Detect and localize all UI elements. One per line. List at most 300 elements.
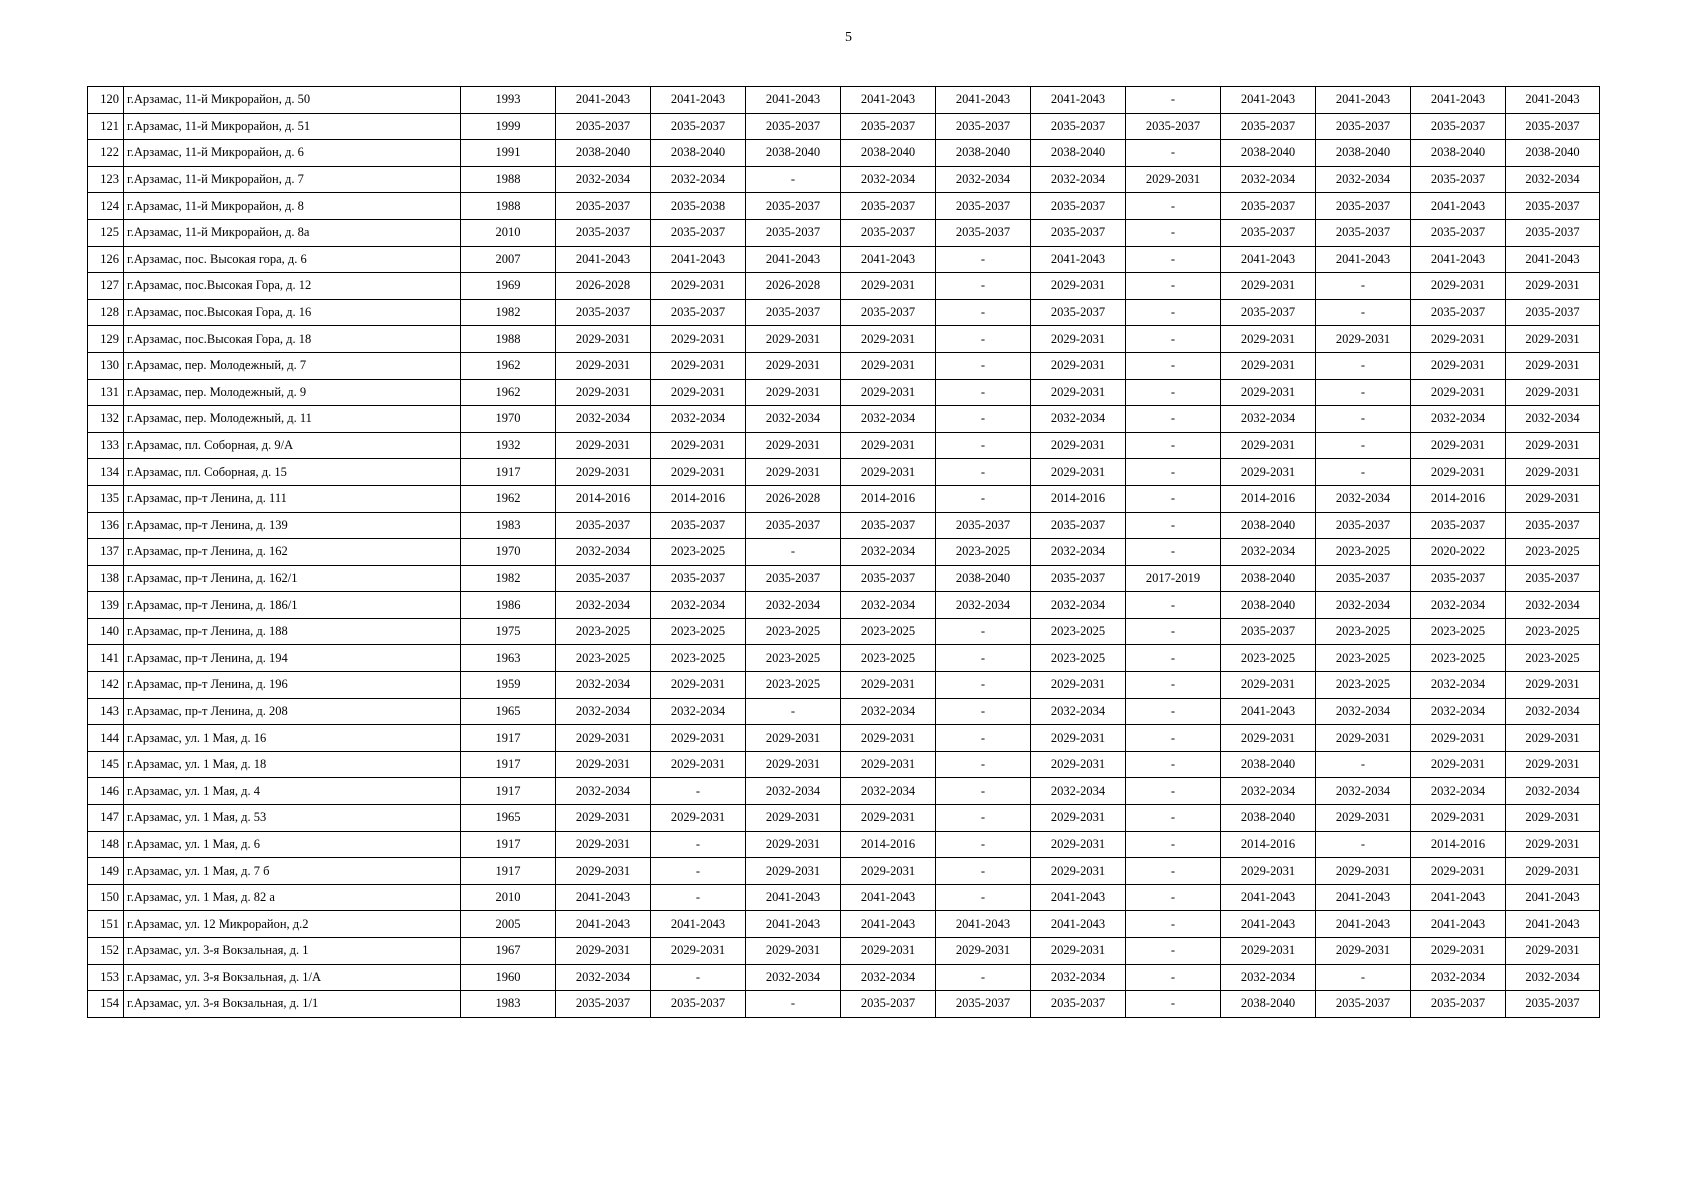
row-number-cell: 145 bbox=[88, 751, 124, 778]
period-cell: 2041-2043 bbox=[556, 87, 651, 114]
period-cell: - bbox=[651, 884, 746, 911]
period-cell: 2029-2031 bbox=[1221, 432, 1316, 459]
period-cell: 2029-2031 bbox=[841, 858, 936, 885]
period-cell: 2029-2031 bbox=[746, 725, 841, 752]
period-cell: 2029-2031 bbox=[841, 672, 936, 699]
page-number: 5 bbox=[845, 30, 852, 45]
year-cell: 1970 bbox=[461, 406, 556, 433]
period-cell: 2029-2031 bbox=[746, 805, 841, 832]
period-cell: 2041-2043 bbox=[1316, 87, 1411, 114]
table-row bbox=[88, 592, 1600, 619]
period-cell: 2029-2031 bbox=[556, 725, 651, 752]
address-cell: г.Арзамас, пр-т Ленина, д. 188 bbox=[124, 618, 461, 645]
period-cell: 2032-2034 bbox=[1031, 406, 1126, 433]
period-cell: 2029-2031 bbox=[1031, 459, 1126, 486]
period-cell: - bbox=[746, 991, 841, 1018]
table-row bbox=[88, 831, 1600, 858]
period-cell: 2035-2037 bbox=[1411, 166, 1506, 193]
row-number-cell: 137 bbox=[88, 539, 124, 566]
period-cell: - bbox=[936, 406, 1031, 433]
row-number-cell: 126 bbox=[88, 246, 124, 273]
period-cell: 2029-2031 bbox=[651, 459, 746, 486]
period-cell: 2029-2031 bbox=[1411, 459, 1506, 486]
row-number-cell: 128 bbox=[88, 299, 124, 326]
period-cell: 2029-2031 bbox=[1506, 432, 1600, 459]
period-cell: 2041-2043 bbox=[1031, 911, 1126, 938]
period-cell: 2029-2031 bbox=[841, 432, 936, 459]
period-cell: - bbox=[1316, 299, 1411, 326]
row-number-cell: 129 bbox=[88, 326, 124, 353]
period-cell: 2041-2043 bbox=[746, 911, 841, 938]
table-row bbox=[88, 166, 1600, 193]
period-cell: 2029-2031 bbox=[1031, 273, 1126, 300]
period-cell: 2035-2037 bbox=[841, 219, 936, 246]
row-number-cell: 153 bbox=[88, 964, 124, 991]
period-cell: 2032-2034 bbox=[1411, 964, 1506, 991]
period-cell: 2035-2037 bbox=[746, 299, 841, 326]
address-cell: г.Арзамас, 11-й Микрорайон, д. 7 bbox=[124, 166, 461, 193]
period-cell: 2041-2043 bbox=[746, 884, 841, 911]
period-cell: 2029-2031 bbox=[1031, 379, 1126, 406]
period-cell: 2029-2031 bbox=[1031, 751, 1126, 778]
period-cell: 2035-2037 bbox=[1316, 565, 1411, 592]
period-cell: 2035-2037 bbox=[651, 991, 746, 1018]
period-cell: - bbox=[1316, 379, 1411, 406]
period-cell: 2029-2031 bbox=[1506, 831, 1600, 858]
period-cell: 2032-2034 bbox=[1411, 592, 1506, 619]
period-cell: 2032-2034 bbox=[1221, 166, 1316, 193]
period-cell: - bbox=[936, 645, 1031, 672]
period-cell: - bbox=[936, 672, 1031, 699]
period-cell: 2041-2043 bbox=[841, 87, 936, 114]
period-cell: 2035-2037 bbox=[746, 565, 841, 592]
period-cell: 2041-2043 bbox=[841, 911, 936, 938]
table-row bbox=[88, 432, 1600, 459]
period-cell: - bbox=[1126, 539, 1221, 566]
period-cell: 2032-2034 bbox=[1506, 698, 1600, 725]
period-cell: 2029-2031 bbox=[651, 805, 746, 832]
row-number-cell: 133 bbox=[88, 432, 124, 459]
period-cell: 2029-2031 bbox=[1506, 672, 1600, 699]
period-cell: 2014-2016 bbox=[1221, 831, 1316, 858]
period-cell: 2038-2040 bbox=[1221, 991, 1316, 1018]
period-cell: 2029-2031 bbox=[1316, 326, 1411, 353]
period-cell: 2029-2031 bbox=[1506, 751, 1600, 778]
period-cell: 2035-2037 bbox=[1411, 512, 1506, 539]
address-cell: г.Арзамас, пр-т Ленина, д. 162 bbox=[124, 539, 461, 566]
row-number-cell: 144 bbox=[88, 725, 124, 752]
period-cell: 2035-2037 bbox=[841, 193, 936, 220]
period-cell: 2038-2040 bbox=[1221, 140, 1316, 167]
period-cell: - bbox=[1316, 459, 1411, 486]
address-cell: г.Арзамас, пос.Высокая Гора, д. 18 bbox=[124, 326, 461, 353]
period-cell: 2029-2031 bbox=[1221, 938, 1316, 965]
period-cell: 2014-2016 bbox=[1411, 831, 1506, 858]
period-cell: - bbox=[1316, 352, 1411, 379]
table-row bbox=[88, 698, 1600, 725]
table-row bbox=[88, 113, 1600, 140]
address-cell: г.Арзамас, ул. 1 Мая, д. 7 б bbox=[124, 858, 461, 885]
address-cell: г.Арзамас, ул. 1 Мая, д. 18 bbox=[124, 751, 461, 778]
period-cell: 2041-2043 bbox=[1316, 884, 1411, 911]
period-cell: 2032-2034 bbox=[841, 166, 936, 193]
period-cell: 2032-2034 bbox=[1031, 778, 1126, 805]
year-cell: 2010 bbox=[461, 219, 556, 246]
period-cell: 2035-2037 bbox=[746, 193, 841, 220]
period-cell: 2038-2040 bbox=[1221, 751, 1316, 778]
address-cell: г.Арзамас, пос.Высокая Гора, д. 16 bbox=[124, 299, 461, 326]
period-cell: 2023-2025 bbox=[1506, 618, 1600, 645]
period-cell: 2032-2034 bbox=[556, 592, 651, 619]
year-cell: 1965 bbox=[461, 805, 556, 832]
year-cell: 1965 bbox=[461, 698, 556, 725]
period-cell: 2032-2034 bbox=[1031, 964, 1126, 991]
period-cell: 2035-2037 bbox=[936, 512, 1031, 539]
period-cell: 2014-2016 bbox=[841, 485, 936, 512]
period-cell: 2029-2031 bbox=[556, 805, 651, 832]
period-cell: 2041-2043 bbox=[1221, 698, 1316, 725]
row-number-cell: 135 bbox=[88, 485, 124, 512]
period-cell: 2041-2043 bbox=[1506, 884, 1600, 911]
address-cell: г.Арзамас, 11-й Микрорайон, д. 51 bbox=[124, 113, 461, 140]
period-cell: 2029-2031 bbox=[1411, 938, 1506, 965]
period-cell: - bbox=[746, 166, 841, 193]
year-cell: 2007 bbox=[461, 246, 556, 273]
period-cell: 2035-2037 bbox=[936, 991, 1031, 1018]
period-cell: 2041-2043 bbox=[651, 87, 746, 114]
period-cell: 2038-2040 bbox=[936, 140, 1031, 167]
period-cell: 2038-2040 bbox=[1506, 140, 1600, 167]
period-cell: 2035-2037 bbox=[1031, 193, 1126, 220]
address-cell: г.Арзамас, 11-й Микрорайон, д. 50 bbox=[124, 87, 461, 114]
period-cell: 2023-2025 bbox=[841, 645, 936, 672]
address-cell: г.Арзамас, ул. 1 Мая, д. 16 bbox=[124, 725, 461, 752]
table-row bbox=[88, 672, 1600, 699]
period-cell: 2032-2034 bbox=[651, 166, 746, 193]
period-cell: 2029-2031 bbox=[841, 379, 936, 406]
period-cell: 2035-2037 bbox=[746, 219, 841, 246]
period-cell: - bbox=[936, 805, 1031, 832]
period-cell: 2029-2031 bbox=[556, 459, 651, 486]
address-cell: г.Арзамас, пер. Молодежный, д. 9 bbox=[124, 379, 461, 406]
period-cell: 2041-2043 bbox=[1316, 911, 1411, 938]
period-cell: 2029-2031 bbox=[556, 352, 651, 379]
address-cell: г.Арзамас, ул. 1 Мая, д. 82 а bbox=[124, 884, 461, 911]
period-cell: 2029-2031 bbox=[1506, 938, 1600, 965]
period-cell: 2029-2031 bbox=[746, 938, 841, 965]
period-cell: 2038-2040 bbox=[1031, 140, 1126, 167]
period-cell: 2032-2034 bbox=[556, 778, 651, 805]
table-row bbox=[88, 805, 1600, 832]
period-cell: 2032-2034 bbox=[651, 592, 746, 619]
table-row bbox=[88, 352, 1600, 379]
period-cell: 2035-2037 bbox=[1031, 565, 1126, 592]
address-cell: г.Арзамас, ул. 1 Мая, д. 4 bbox=[124, 778, 461, 805]
row-number-cell: 124 bbox=[88, 193, 124, 220]
period-cell: - bbox=[1126, 592, 1221, 619]
table-row bbox=[88, 326, 1600, 353]
period-cell: 2029-2031 bbox=[1316, 938, 1411, 965]
row-number-cell: 141 bbox=[88, 645, 124, 672]
period-cell: - bbox=[1126, 884, 1221, 911]
table-row bbox=[88, 911, 1600, 938]
period-cell: 2029-2031 bbox=[651, 352, 746, 379]
period-cell: 2023-2025 bbox=[1411, 645, 1506, 672]
period-cell: 2035-2037 bbox=[1411, 991, 1506, 1018]
period-cell: 2032-2034 bbox=[556, 406, 651, 433]
period-cell: 2041-2043 bbox=[1031, 87, 1126, 114]
period-cell: 2038-2040 bbox=[1221, 805, 1316, 832]
period-cell: 2029-2031 bbox=[1221, 725, 1316, 752]
period-cell: 2038-2040 bbox=[1221, 512, 1316, 539]
period-cell: 2041-2043 bbox=[936, 87, 1031, 114]
period-cell: 2035-2037 bbox=[556, 991, 651, 1018]
period-cell: 2029-2031 bbox=[841, 751, 936, 778]
row-number-cell: 147 bbox=[88, 805, 124, 832]
period-cell: 2035-2037 bbox=[556, 219, 651, 246]
period-cell: 2035-2037 bbox=[1411, 219, 1506, 246]
address-cell: г.Арзамас, пр-т Ленина, д. 139 bbox=[124, 512, 461, 539]
period-cell: 2029-2031 bbox=[746, 751, 841, 778]
period-cell: - bbox=[936, 858, 1031, 885]
period-cell: 2029-2031 bbox=[1411, 725, 1506, 752]
period-cell: 2035-2037 bbox=[556, 193, 651, 220]
year-cell: 1986 bbox=[461, 592, 556, 619]
table-row bbox=[88, 565, 1600, 592]
address-cell: г.Арзамас, ул. 12 Микрорайон, д.2 bbox=[124, 911, 461, 938]
year-cell: 1917 bbox=[461, 831, 556, 858]
period-cell: - bbox=[936, 485, 1031, 512]
period-cell: 2029-2031 bbox=[1411, 273, 1506, 300]
period-cell: 2035-2037 bbox=[936, 219, 1031, 246]
repair-schedule-table bbox=[87, 86, 1600, 1018]
period-cell: 2014-2016 bbox=[841, 831, 936, 858]
period-cell: 2023-2025 bbox=[746, 645, 841, 672]
period-cell: 2032-2034 bbox=[1506, 778, 1600, 805]
period-cell: 2041-2043 bbox=[1031, 884, 1126, 911]
period-cell: 2035-2037 bbox=[1031, 113, 1126, 140]
period-cell: - bbox=[1316, 751, 1411, 778]
period-cell: 2029-2031 bbox=[651, 751, 746, 778]
period-cell: 2029-2031 bbox=[1221, 672, 1316, 699]
period-cell: 2029-2031 bbox=[1221, 459, 1316, 486]
period-cell: 2032-2034 bbox=[1031, 592, 1126, 619]
period-cell: 2032-2034 bbox=[1506, 166, 1600, 193]
period-cell: 2035-2037 bbox=[1126, 113, 1221, 140]
period-cell: 2023-2025 bbox=[651, 645, 746, 672]
period-cell: 2041-2043 bbox=[841, 246, 936, 273]
year-cell: 1962 bbox=[461, 485, 556, 512]
period-cell: 2035-2037 bbox=[556, 565, 651, 592]
period-cell: 2029-2031 bbox=[746, 352, 841, 379]
row-number-cell: 125 bbox=[88, 219, 124, 246]
address-cell: г.Арзамас, пос.Высокая Гора, д. 12 bbox=[124, 273, 461, 300]
period-cell: 2023-2025 bbox=[1031, 618, 1126, 645]
year-cell: 1967 bbox=[461, 938, 556, 965]
row-number-cell: 127 bbox=[88, 273, 124, 300]
table-row bbox=[88, 140, 1600, 167]
year-cell: 1975 bbox=[461, 618, 556, 645]
period-cell: 2035-2037 bbox=[1506, 512, 1600, 539]
period-cell: 2029-2031 bbox=[1411, 352, 1506, 379]
period-cell: 2023-2025 bbox=[936, 539, 1031, 566]
table-row bbox=[88, 778, 1600, 805]
address-cell: г.Арзамас, 11-й Микрорайон, д. 8а bbox=[124, 219, 461, 246]
period-cell: - bbox=[1126, 645, 1221, 672]
period-cell: 2023-2025 bbox=[1506, 645, 1600, 672]
period-cell: 2035-2037 bbox=[1221, 618, 1316, 645]
table-row bbox=[88, 299, 1600, 326]
period-cell: - bbox=[936, 751, 1031, 778]
period-cell: - bbox=[1126, 911, 1221, 938]
address-cell: г.Арзамас, пр-т Ленина, д. 194 bbox=[124, 645, 461, 672]
table-row bbox=[88, 618, 1600, 645]
period-cell: - bbox=[1126, 725, 1221, 752]
table-row bbox=[88, 938, 1600, 965]
period-cell: 2014-2016 bbox=[1221, 485, 1316, 512]
period-cell: 2041-2043 bbox=[746, 246, 841, 273]
period-cell: - bbox=[651, 858, 746, 885]
period-cell: 2041-2043 bbox=[1031, 246, 1126, 273]
period-cell: 2029-2031 bbox=[556, 326, 651, 353]
period-cell: 2029-2031 bbox=[1316, 858, 1411, 885]
period-cell: 2035-2037 bbox=[1316, 193, 1411, 220]
period-cell: 2035-2037 bbox=[556, 113, 651, 140]
year-cell: 1983 bbox=[461, 991, 556, 1018]
period-cell: - bbox=[1126, 831, 1221, 858]
period-cell: 2041-2043 bbox=[556, 884, 651, 911]
period-cell: 2014-2016 bbox=[556, 485, 651, 512]
period-cell: 2035-2037 bbox=[936, 113, 1031, 140]
period-cell: 2035-2037 bbox=[1506, 299, 1600, 326]
period-cell: 2035-2037 bbox=[746, 113, 841, 140]
address-cell: г.Арзамас, ул. 1 Мая, д. 53 bbox=[124, 805, 461, 832]
address-cell: г.Арзамас, ул. 3-я Вокзальная, д. 1 bbox=[124, 938, 461, 965]
period-cell: 2029-2031 bbox=[556, 858, 651, 885]
period-cell: 2020-2022 bbox=[1411, 539, 1506, 566]
period-cell: - bbox=[936, 299, 1031, 326]
year-cell: 1982 bbox=[461, 565, 556, 592]
period-cell: 2032-2034 bbox=[651, 406, 746, 433]
year-cell: 1917 bbox=[461, 778, 556, 805]
period-cell: 2029-2031 bbox=[651, 326, 746, 353]
period-cell: - bbox=[1126, 299, 1221, 326]
period-cell: 2035-2037 bbox=[651, 299, 746, 326]
period-cell: 2035-2037 bbox=[1221, 299, 1316, 326]
year-cell: 1962 bbox=[461, 379, 556, 406]
period-cell: - bbox=[1126, 778, 1221, 805]
period-cell: 2023-2025 bbox=[1031, 645, 1126, 672]
period-cell: 2035-2037 bbox=[556, 512, 651, 539]
period-cell: - bbox=[1126, 140, 1221, 167]
period-cell: 2035-2037 bbox=[1506, 193, 1600, 220]
table-row bbox=[88, 485, 1600, 512]
address-cell: г.Арзамас, 11-й Микрорайон, д. 8 bbox=[124, 193, 461, 220]
period-cell: - bbox=[1126, 805, 1221, 832]
period-cell: 2032-2034 bbox=[936, 166, 1031, 193]
period-cell: 2041-2043 bbox=[1506, 911, 1600, 938]
period-cell: 2029-2031 bbox=[1221, 352, 1316, 379]
row-number-cell: 154 bbox=[88, 991, 124, 1018]
table-row bbox=[88, 273, 1600, 300]
period-cell: 2029-2031 bbox=[1506, 273, 1600, 300]
period-cell: 2029-2031 bbox=[1506, 805, 1600, 832]
row-number-cell: 132 bbox=[88, 406, 124, 433]
period-cell: 2035-2037 bbox=[1031, 512, 1126, 539]
period-cell: 2029-2031 bbox=[1506, 326, 1600, 353]
address-cell: г.Арзамас, ул. 1 Мая, д. 6 bbox=[124, 831, 461, 858]
period-cell: 2035-2037 bbox=[1316, 113, 1411, 140]
period-cell: 2029-2031 bbox=[1316, 725, 1411, 752]
period-cell: 2032-2034 bbox=[556, 672, 651, 699]
period-cell: 2035-2037 bbox=[1411, 299, 1506, 326]
period-cell: 2035-2037 bbox=[651, 113, 746, 140]
year-cell: 1988 bbox=[461, 326, 556, 353]
year-cell: 1962 bbox=[461, 352, 556, 379]
period-cell: - bbox=[1316, 831, 1411, 858]
period-cell: 2035-2037 bbox=[1506, 113, 1600, 140]
period-cell: 2029-2031 bbox=[1221, 379, 1316, 406]
period-cell: 2032-2034 bbox=[651, 698, 746, 725]
period-cell: 2029-2031 bbox=[1411, 326, 1506, 353]
period-cell: 2032-2034 bbox=[1506, 406, 1600, 433]
period-cell: - bbox=[1126, 512, 1221, 539]
period-cell: 2029-2031 bbox=[556, 938, 651, 965]
period-cell: 2041-2043 bbox=[841, 884, 936, 911]
period-cell: 2029-2031 bbox=[1221, 858, 1316, 885]
year-cell: 1917 bbox=[461, 858, 556, 885]
address-cell: г.Арзамас, пр-т Ленина, д. 111 bbox=[124, 485, 461, 512]
period-cell: - bbox=[1126, 352, 1221, 379]
period-cell: 2029-2031 bbox=[651, 379, 746, 406]
period-cell: 2029-2031 bbox=[556, 831, 651, 858]
year-cell: 1983 bbox=[461, 512, 556, 539]
period-cell: 2029-2031 bbox=[1506, 459, 1600, 486]
period-cell: - bbox=[1126, 991, 1221, 1018]
period-cell: 2029-2031 bbox=[1506, 858, 1600, 885]
year-cell: 1917 bbox=[461, 751, 556, 778]
period-cell: 2026-2028 bbox=[746, 273, 841, 300]
period-cell: 2035-2037 bbox=[841, 299, 936, 326]
period-cell: 2032-2034 bbox=[1316, 592, 1411, 619]
period-cell: 2029-2031 bbox=[1031, 352, 1126, 379]
period-cell: - bbox=[746, 698, 841, 725]
period-cell: 2041-2043 bbox=[936, 911, 1031, 938]
period-cell: 2014-2016 bbox=[1411, 485, 1506, 512]
period-cell: 2029-2031 bbox=[746, 858, 841, 885]
period-cell: 2029-2031 bbox=[651, 273, 746, 300]
period-cell: 2032-2034 bbox=[1221, 964, 1316, 991]
period-cell: 2032-2034 bbox=[1221, 778, 1316, 805]
address-cell: г.Арзамас, ул. 3-я Вокзальная, д. 1/А bbox=[124, 964, 461, 991]
year-cell: 1988 bbox=[461, 166, 556, 193]
period-cell: 2023-2025 bbox=[1316, 672, 1411, 699]
period-cell: 2032-2034 bbox=[1411, 778, 1506, 805]
year-cell: 1970 bbox=[461, 539, 556, 566]
period-cell: 2032-2034 bbox=[1031, 166, 1126, 193]
row-number-cell: 152 bbox=[88, 938, 124, 965]
row-number-cell: 149 bbox=[88, 858, 124, 885]
period-cell: - bbox=[1316, 406, 1411, 433]
period-cell: 2041-2043 bbox=[556, 246, 651, 273]
period-cell: 2023-2025 bbox=[746, 672, 841, 699]
period-cell: 2041-2043 bbox=[651, 246, 746, 273]
period-cell: 2023-2025 bbox=[1506, 539, 1600, 566]
row-number-cell: 131 bbox=[88, 379, 124, 406]
row-number-cell: 150 bbox=[88, 884, 124, 911]
period-cell: 2032-2034 bbox=[841, 778, 936, 805]
period-cell: 2032-2034 bbox=[556, 964, 651, 991]
